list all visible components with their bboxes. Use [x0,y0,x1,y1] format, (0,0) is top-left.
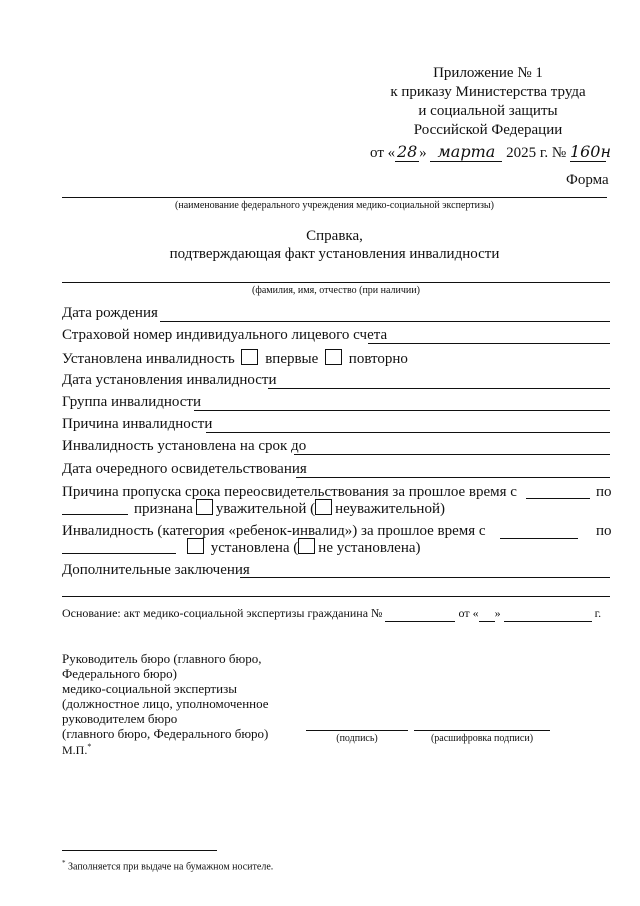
signature-line[interactable] [306,730,408,731]
signature-caption: (подпись) [336,733,378,744]
org-name-line [62,197,607,198]
term-line[interactable] [294,454,610,455]
basis-close: » [494,606,501,620]
invalid-checkbox[interactable] [315,499,332,515]
child-to-line[interactable] [62,553,176,554]
additional-line-2[interactable] [62,596,610,597]
header-block [358,64,618,163]
signatory-line-4: (должностное лицо, уполномоченное [62,696,269,711]
est-date-line[interactable] [268,388,610,389]
full-name-line [62,282,610,283]
basis-year: г. [594,606,602,620]
child-not-label: не установлена) [318,540,421,556]
birth-date-label: Дата рождения [62,305,158,321]
order-month: марта [430,142,502,162]
title-line-1: Справка, [306,228,363,244]
missed-reason-label: Причина пропуска срока переосвидетельствования за прошлое время с [62,484,517,500]
disability-established-row [62,349,408,368]
child-not-checkbox[interactable] [298,538,315,554]
decode-caption: (расшифровка подписи) [430,733,534,744]
first-time-checkbox[interactable] [241,349,258,365]
group-line[interactable] [194,410,610,411]
missed-po-label: по [596,484,612,500]
order-line-4: Российской Федерации [413,122,563,138]
additional-label: Дополнительные заключения [62,562,250,578]
birth-date-line[interactable] [160,321,610,322]
footnote-mark: * [62,859,66,867]
footnote-separator [62,850,217,851]
missed-to-line[interactable] [62,514,128,515]
snils-label: Страховой номер индивидуального лицевого счета [62,327,388,343]
signature-decode-line[interactable] [414,730,550,731]
footnote [62,859,273,872]
signatory-block [62,651,292,741]
date-mid: » [419,145,427,161]
basis-month-line[interactable] [504,606,592,622]
next-exam-label: Дата очередного освидетельствования [62,461,307,477]
signatory-line-2: Федерального бюро) [62,666,177,681]
est-date-label: Дата установления инвалидности [62,372,277,388]
valid-label: уважительной ( [215,501,316,517]
document-title [62,227,607,263]
stamp-text: М.П. [62,743,88,757]
child-established-checkbox[interactable] [187,538,204,554]
reason-line[interactable] [206,432,610,433]
child-from-line[interactable] [500,538,578,539]
signatory-line-5: руководителем бюро [62,711,178,726]
group-label: Группа инвалидности [62,394,202,410]
missed-from-line[interactable] [526,498,590,499]
date-prefix: от « [370,145,396,161]
missed-recognized-row [134,499,445,518]
basis-day-line[interactable] [479,606,495,622]
missed-recognized-label: признана [134,501,193,517]
invalid-label: неуважительной) [335,501,445,517]
stamp-mark: * [87,742,92,751]
child-status-row [184,538,421,557]
reason-label: Причина инвалидности [62,416,213,432]
org-caption: (наименование федерального учреждения медико-социальной экспертизы) [175,200,494,211]
signatory-line-3: медико-социальной экспертизы [62,681,237,696]
appendix-label: Приложение № 1 [433,65,543,81]
signatory-line-1: Руководитель бюро (главного бюро, [62,651,262,666]
additional-line-1[interactable] [240,577,610,578]
repeated-label: повторно [348,351,408,367]
basis-number-line[interactable] [385,606,455,622]
order-number: 160н [569,142,612,161]
valid-checkbox[interactable] [196,499,213,515]
term-label: Инвалидность установлена на срок до [62,438,307,454]
footnote-text: Заполняется при выдаче на бумажном носителе. [68,861,274,873]
child-established-label: установлена ( [210,540,299,556]
title-line-2: подтверждающая факт установления инвалидности [169,246,500,262]
order-year: 2025 г. № [506,145,567,161]
basis-label: Основание: акт медико-социальной экспертизы гражданина № [62,606,383,620]
child-po-label: по [596,523,612,539]
stamp-label [62,742,91,758]
name-caption: (фамилия, имя, отчество (при наличии) [252,285,420,296]
child-disability-label: Инвалидность (категория «ребенок-инвалид») за прошлое время с [62,523,486,539]
basis-from: от « [458,606,479,620]
basis-row [62,606,601,622]
order-line-3: и социальной защиты [418,103,558,119]
first-time-label: впервые [265,351,319,367]
next-exam-line[interactable] [296,477,610,478]
repeated-checkbox[interactable] [325,349,342,365]
snils-line[interactable] [368,343,610,344]
form-label: Форма [566,172,609,188]
signatory-line-6: (главного бюро, Федерального бюро) [62,726,269,741]
order-day: 28 [396,142,418,161]
order-line-2: к приказу Министерства труда [390,84,586,100]
order-date-line [358,142,618,163]
established-label: Установлена инвалидность [62,351,235,367]
